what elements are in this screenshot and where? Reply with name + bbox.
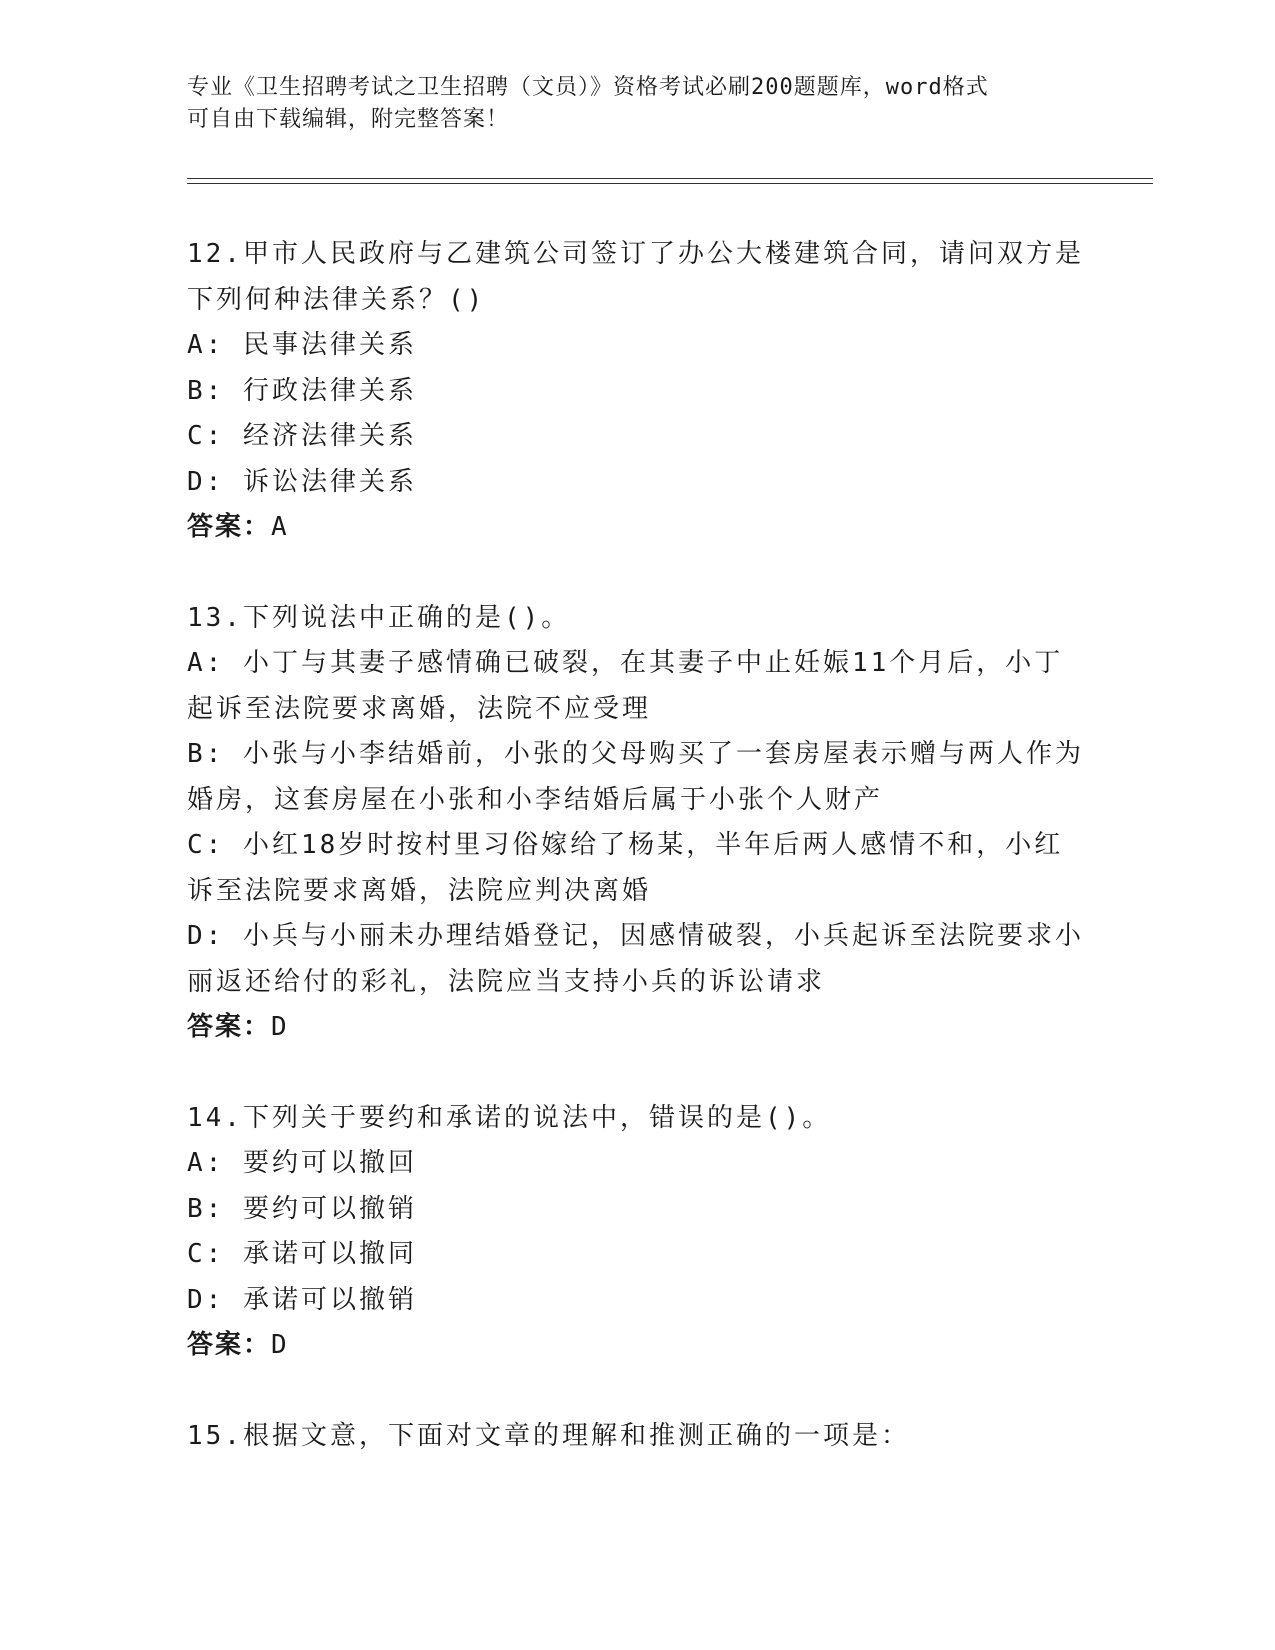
option-text: 经济法律关系 bbox=[242, 421, 417, 451]
question-stem: 13.下列说法中正确的是()。 bbox=[187, 602, 571, 633]
option-text: 要约可以撤回 bbox=[242, 1148, 417, 1178]
header-title-line-1: 专业《卫生招聘考试之卫生招聘（文员）》资格考试必刷200题题库，word格式 bbox=[187, 75, 989, 100]
option-text: 小张与小李结婚前，小张的父母购买了一套房屋表示赠与两人作为婚房，这套房屋在小张和小李结婚后属于小张个人财产 bbox=[187, 739, 1084, 815]
question-15 bbox=[187, 1414, 1087, 1460]
question-14 bbox=[187, 1096, 1087, 1369]
option-letter: B: bbox=[187, 739, 225, 769]
answer-line bbox=[187, 1323, 1087, 1369]
option-text: 承诺可以撤销 bbox=[242, 1284, 417, 1315]
answer-label: 答案： bbox=[187, 1330, 272, 1360]
answer-line bbox=[187, 505, 1087, 551]
option-text: 民事法律关系 bbox=[242, 330, 417, 360]
question-stem: 12.甲市人民政府与乙建筑公司签订了办公大楼建筑合同，请问双方是下列何种法律关系？() bbox=[187, 239, 1084, 315]
option-text: 小兵与小丽未办理结婚登记，因感情破裂，小兵起诉至法院要求小丽返还给付的彩礼，法院应当支持小兵的诉讼请求 bbox=[187, 921, 1084, 997]
question-stem: 14.下列关于要约和承诺的说法中，错误的是()。 bbox=[187, 1102, 832, 1133]
option-text: 行政法律关系 bbox=[242, 375, 417, 406]
answer-label: 答案： bbox=[187, 1012, 272, 1042]
header-divider-bottom bbox=[187, 183, 1153, 184]
question-stem: 15.根据文意，下面对文章的理解和推测正确的一项是： bbox=[187, 1420, 910, 1451]
option-letter: B: bbox=[187, 375, 225, 406]
option-text: 承诺可以撤同 bbox=[242, 1239, 417, 1269]
option-d bbox=[187, 914, 1087, 1005]
option-letter: D: bbox=[187, 466, 225, 497]
option-b bbox=[187, 369, 1087, 415]
option-letter: C: bbox=[187, 1239, 225, 1269]
option-d bbox=[187, 1278, 1087, 1324]
option-letter: A: bbox=[187, 648, 225, 678]
option-letter: D: bbox=[187, 1284, 225, 1315]
answer-value: D bbox=[271, 1012, 289, 1042]
option-a bbox=[187, 641, 1087, 732]
answer-label: 答案： bbox=[187, 512, 272, 542]
option-d bbox=[187, 460, 1087, 506]
option-c bbox=[187, 1232, 1087, 1278]
option-a bbox=[187, 323, 1087, 369]
header-title-line-2: 可自由下载编辑，附完整答案！ bbox=[187, 107, 510, 132]
option-b bbox=[187, 732, 1087, 823]
question-13 bbox=[187, 596, 1087, 1051]
option-c bbox=[187, 414, 1087, 460]
option-a bbox=[187, 1141, 1087, 1187]
header-divider-top bbox=[187, 178, 1153, 179]
option-text: 要约可以撤销 bbox=[242, 1193, 417, 1224]
option-text: 小丁与其妻子感情确已破裂，在其妻子中止妊娠11个月后，小丁起诉至法院要求离婚，法院不应受理 bbox=[187, 648, 1064, 724]
answer-value: D bbox=[271, 1330, 289, 1360]
option-letter: D: bbox=[187, 921, 225, 951]
question-list bbox=[187, 232, 1087, 1504]
answer-line bbox=[187, 1005, 1087, 1051]
option-letter: A: bbox=[187, 330, 225, 360]
option-b bbox=[187, 1187, 1087, 1233]
answer-value: A bbox=[271, 512, 289, 542]
option-text: 小红18岁时按村里习俗嫁给了杨某，半年后两人感情不和，小红诉至法院要求离婚，法院应判决离婚 bbox=[187, 830, 1064, 906]
option-c bbox=[187, 823, 1087, 914]
question-12 bbox=[187, 232, 1087, 551]
option-letter: B: bbox=[187, 1193, 225, 1224]
option-letter: C: bbox=[187, 830, 225, 860]
option-text: 诉讼法律关系 bbox=[242, 466, 417, 497]
option-letter: C: bbox=[187, 421, 225, 451]
option-letter: A: bbox=[187, 1148, 225, 1178]
document-header bbox=[187, 72, 1067, 136]
